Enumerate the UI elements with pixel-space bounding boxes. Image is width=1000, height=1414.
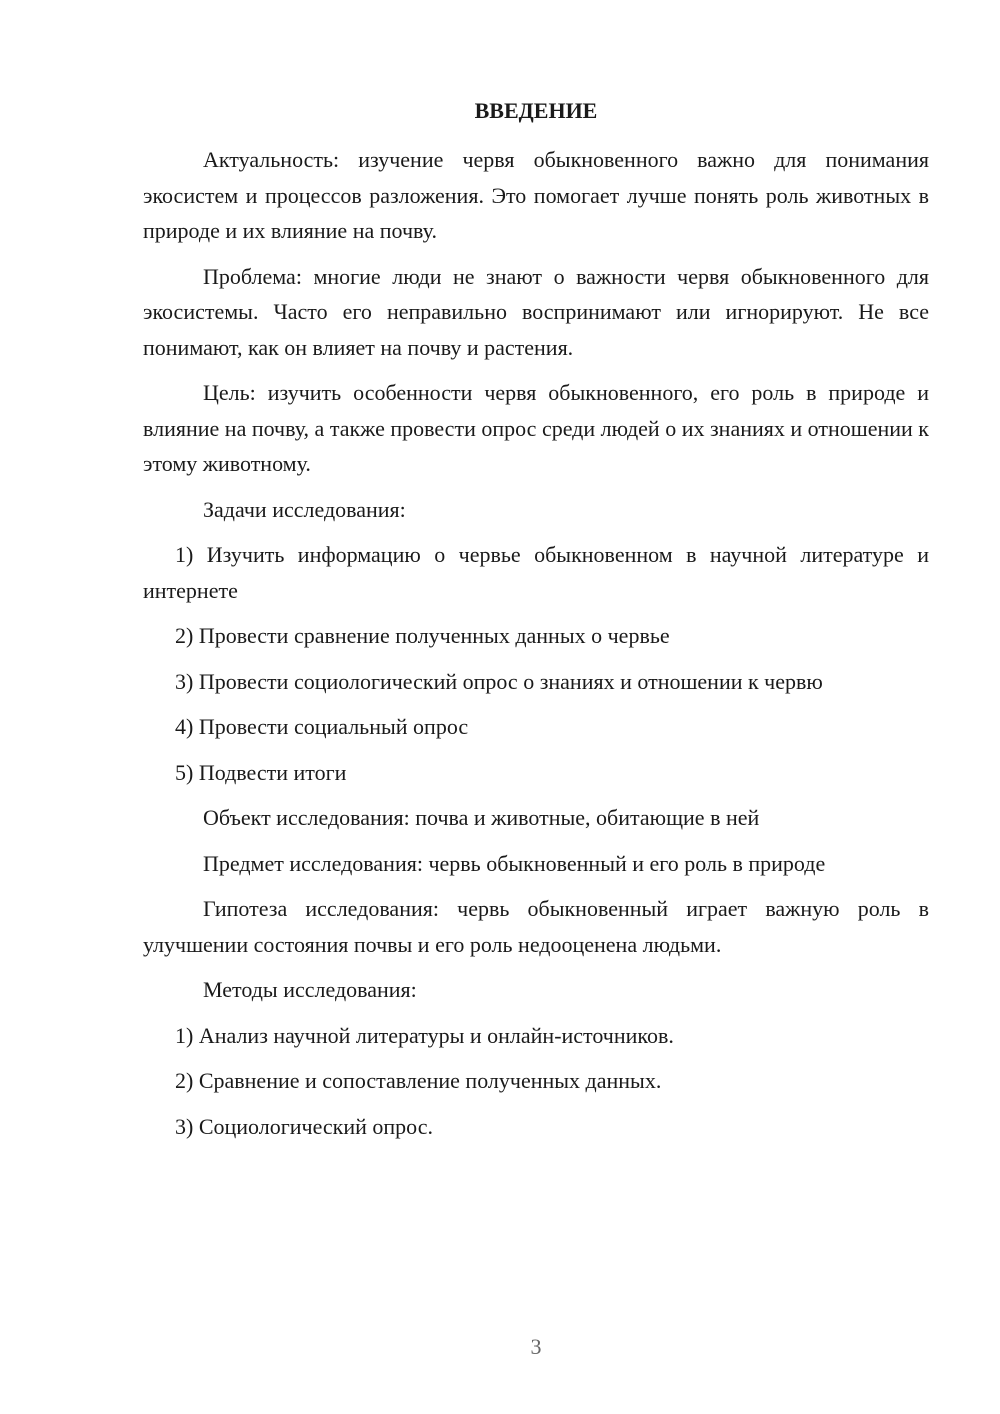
list-item: 3) Провести социологический опрос о знаниях и отношении к червю [175,668,823,694]
goal-paragraph: Цель: изучить особенности червя обыкновенного, его роль в природе и влияние на почву, а также провести опрос среди людей о их знаниях и отношении к этому животному. [143,380,929,476]
list-item: 3) Социологический опрос. [175,1113,433,1139]
document-body [143,142,929,1154]
problem-paragraph: Проблема: многие люди не знают о важности червя обыкновенного для экосистемы. Часто его неправильно воспринимают или игнорируют. Не все понимают, как он влияет на почву и растения. [143,263,929,360]
methods-heading: Методы исследования: [203,977,417,1002]
list-item: 1) Анализ научной литературы и онлайн-источников. [175,1022,674,1048]
relevance-paragraph: Актуальность: изучение червя обыкновенного важно для понимания экосистем и процессов разложения. Это помогает лучше понять роль животных в природе и их влияние на почву. [143,147,929,243]
tasks-list [143,537,929,790]
research-object: Объект исследования: почва и животные, обитающие в ней [203,805,760,830]
list-item: 5) Подвести итоги [175,759,347,785]
methods-list [143,1018,929,1145]
list-item: 2) Сравнение и сопоставление полученных данных. [175,1068,662,1093]
list-item: 1) Изучить информацию о червье обыкновенном в научной литературе и интернете [143,542,929,603]
page-number: 3 [530,1334,542,1359]
research-subject: Предмет исследования: червь обыкновенный и его роль в природе [203,850,826,876]
research-hypothesis: Гипотеза исследования: червь обыкновенный играет важную роль в улучшении состояния почвы и его роль недооценена людьми. [143,896,929,957]
document-title: ВВЕДЕНИЕ [474,98,598,123]
tasks-heading: Задачи исследования: [203,496,406,522]
list-item: 4) Провести социальный опрос [175,714,469,739]
list-item: 2) Провести сравнение полученных данных о червье [175,623,670,648]
